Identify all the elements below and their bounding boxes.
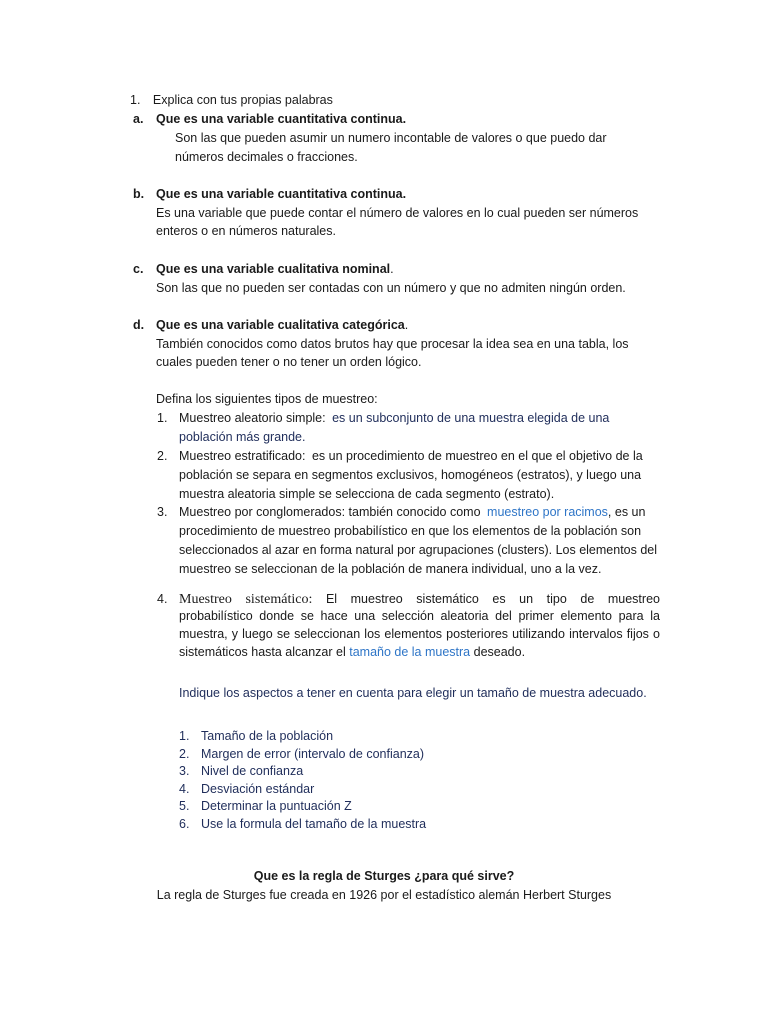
muestreo-4-line-4 — [179, 643, 525, 661]
aspecto-3-text: Nivel de confianza — [201, 764, 304, 778]
muestreo-3-label: Muestreo por conglomerados: también conocido como — [179, 505, 481, 519]
muestreo-1-definition: es un subconjunto de una muestra elegida de una — [332, 411, 610, 425]
muestreo-4-number: 4. — [157, 592, 168, 606]
item-d-line-2: cuales pueden tener o no tener un orden lógico. — [156, 355, 422, 369]
item-d-title-tail: . — [404, 318, 409, 332]
aspecto-6-number: 6. — [179, 816, 190, 831]
muestreo-1-number: 1. — [157, 411, 168, 425]
item-d-letter: d. — [133, 318, 145, 332]
sturges-title: Que es la regla de Sturges ¿para qué sirve? — [253, 869, 515, 883]
aspectos-heading: Indique los aspectos a tener en cuenta para elegir un tamaño de muestra adecuado. — [179, 686, 647, 700]
aspecto-1-text: Tamaño de la población — [201, 729, 334, 743]
aspecto-6-text: Use la formula del tamaño de la muestra — [201, 816, 427, 831]
muestreo-4-line-4-post: deseado. — [473, 645, 526, 659]
muestreo-2-line-3: muestra aleatoria simple se selecciona de cada segmento (estrato). — [179, 487, 555, 501]
item-b-line-2: enteros o en números naturales. — [156, 224, 336, 238]
item-c-title: Que es una variable cualitativa nominal — [156, 262, 391, 276]
aspecto-5-text: Determinar la puntuación Z — [201, 799, 352, 813]
muestreo-4-label: Muestreo sistemático: — [179, 592, 313, 607]
aspecto-5-number: 5. — [179, 799, 190, 813]
muestreo-4-line-4-pre: sistemáticos hasta alcanzar el — [179, 645, 346, 659]
muestreo-2-number: 2. — [157, 449, 168, 463]
muestreo-2-label: Muestreo estratificado: — [179, 449, 306, 463]
question-text: Explica con tus propias palabras — [152, 93, 333, 107]
item-c-letter: c. — [133, 262, 144, 276]
muestreo-3-line-3: seleccionados al azar en forma natural por agrupaciones (clusters). Los elementos del — [179, 543, 658, 557]
muestreo-2-row — [179, 447, 643, 465]
aspecto-2-text: Margen de error (intervalo de confianza) — [201, 746, 425, 761]
tamano-de-la-muestra-link[interactable]: tamaño de la muestra — [349, 645, 471, 659]
item-a-title: Que es una variable cuantitativa continua. — [156, 112, 407, 126]
muestreo-por-racimos-link[interactable]: muestreo por racimos — [487, 505, 608, 519]
muestreo-2-line-2: población se separa en segmentos exclusivos, homogéneos (estratos), y luego una — [179, 468, 642, 482]
muestreo-3-line-2: procedimiento de muestreo probabilístico en que los elementos de la población son — [179, 524, 642, 538]
muestreo-3-row — [179, 503, 645, 521]
item-b-line-1: Es una variable que puede contar el número de valores en lo cual pueden ser números — [156, 206, 639, 220]
item-c-line-1: Son las que no pueden ser contadas con un número y que no admiten ningún orden. — [156, 281, 626, 295]
item-d-line-1: También conocidos como datos brutos hay que procesar la idea sea en una tabla, los — [156, 337, 629, 351]
list-number: 1. — [130, 93, 141, 107]
muestreo-2-definition: es un procedimiento de muestreo en el que el objetivo de la — [311, 449, 643, 463]
question-1 — [130, 91, 333, 109]
muestreo-1-label: Muestreo aleatorio simple: — [179, 411, 326, 425]
sturges-text: La regla de Sturges fue creada en 1926 por el estadístico alemán Herbert Sturges — [156, 888, 612, 902]
item-a-line-1: Son las que pueden asumir un numero incontable de valores o que puedo dar — [175, 131, 607, 145]
aspecto-2-number: 2. — [179, 746, 190, 761]
item-b-letter: b. — [133, 187, 145, 201]
muestreo-1-line-2: población más grande. — [179, 430, 306, 444]
muestreo-4-definition: El muestreo sistemático es un tipo de muestreo — [325, 592, 660, 606]
muestreo-3-tail: , es un — [607, 505, 646, 519]
aspecto-1-number: 1. — [179, 729, 190, 743]
aspecto-4-text: Desviación estándar — [201, 781, 315, 796]
aspecto-3-number: 3. — [179, 764, 190, 778]
muestreo-4-line-3: muestra, y luego se seleccionan los elementos posteriores utilizando intervalos fijos o — [179, 627, 660, 641]
muestreo-3-line-4: muestreo se seleccionan de la población de manera individual, uno a la vez. — [179, 562, 602, 576]
item-a-line-2: números decimales o fracciones. — [175, 150, 358, 164]
aspecto-4-number: 4. — [179, 781, 190, 796]
item-d-title-row — [156, 316, 408, 334]
muestreo-4-line-2: probabilístico donde se hace una selección aleatoria del primer elemento para la — [179, 609, 660, 623]
item-a-letter: a. — [133, 112, 144, 126]
item-b-title: Que es una variable cuantitativa continua. — [156, 187, 407, 201]
muestreo-3-number: 3. — [157, 505, 168, 519]
item-c-title-row — [156, 260, 394, 278]
muestreo-intro: Defina los siguientes tipos de muestreo: — [156, 392, 378, 406]
muestreo-1-row — [179, 409, 609, 427]
item-d-title: Que es una variable cualitativa categórica — [156, 318, 405, 332]
item-c-title-tail: . — [390, 262, 394, 276]
